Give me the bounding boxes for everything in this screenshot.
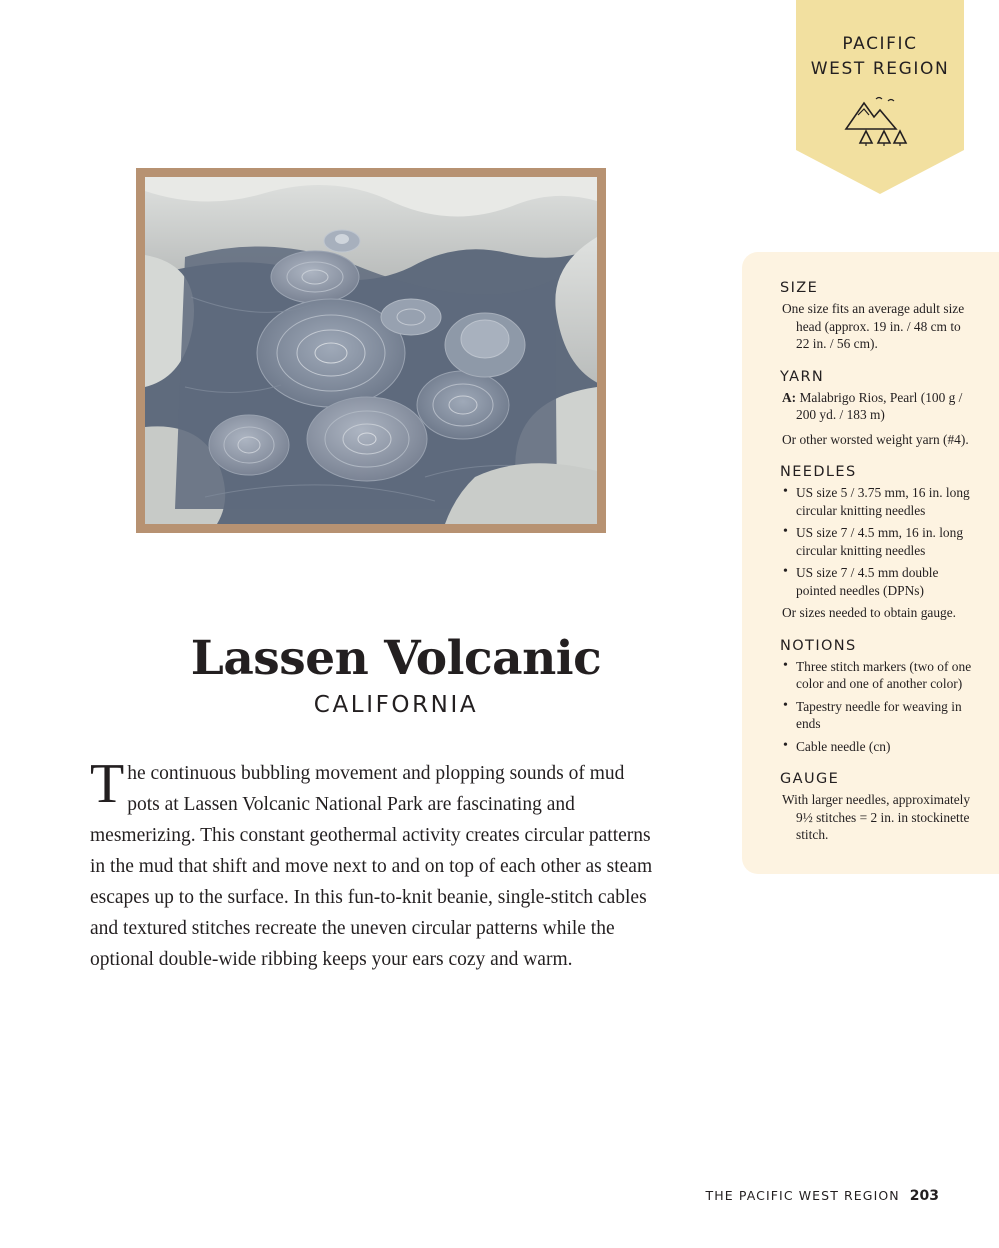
list-item: • Tapestry needle for weaving in ends xyxy=(796,698,973,733)
page-subtitle: CALIFORNIA xyxy=(313,692,479,718)
region-banner xyxy=(796,0,964,194)
region-banner-line1: PACIFIC xyxy=(842,34,918,54)
page-title: Lassen Volcanic xyxy=(190,631,602,687)
list-item: • Cable needle (cn) xyxy=(796,738,973,756)
mud-pots-photo xyxy=(136,168,606,533)
gauge-heading: GAUGE xyxy=(780,771,840,787)
footer-label: THE PACIFIC WEST REGION xyxy=(705,1188,900,1203)
list-item: • Three stitch markers (two of one color and one of another color) xyxy=(796,658,973,693)
list-item: • US size 7 / 4.5 mm, 16 in. long circular knitting needles xyxy=(796,524,973,559)
yarn-letter: A: xyxy=(782,389,797,405)
materials-sidebar xyxy=(742,252,999,874)
needles-note: Or sizes needed to obtain gauge. xyxy=(782,605,957,620)
sidebar-section-size xyxy=(780,280,973,353)
yarn-heading: YARN xyxy=(780,368,825,385)
drop-cap: T xyxy=(90,753,125,815)
notions-list xyxy=(780,658,973,756)
body-text: he continuous bubbling movement and plopping sounds of mud pots at Lassen Volcanic National Park are fascinating and mesmerizing. This constant geothermal activity creates circular patterns in the mud that shift and move next to and on top of each other as steam escapes up to the surface. In this fun-to-knit beanie, single-stitch cables and textured stitches recreate the uneven circular patterns while the optional double-wide ribbing keeps your ears cozy and warm. xyxy=(90,763,653,970)
sidebar-section-notions xyxy=(780,638,973,756)
sidebar-section-gauge xyxy=(780,771,973,844)
gauge-text: With larger needles, approximately 9½ stitches = 2 in. in stockinette stitch. xyxy=(782,792,971,842)
page-footer xyxy=(706,1188,939,1204)
photo-image xyxy=(145,177,597,524)
sidebar-section-needles xyxy=(780,464,973,622)
yarn-detail: Malabrigo Rios, Pearl (100 g / 200 yd. / 183 m) xyxy=(796,389,963,422)
size-heading: SIZE xyxy=(780,280,819,296)
region-banner-line2: WEST REGION xyxy=(810,58,950,79)
notions-heading: NOTIONS xyxy=(780,637,857,654)
body-paragraph xyxy=(90,753,655,975)
photo-illustration xyxy=(145,177,597,524)
needles-list xyxy=(780,484,973,599)
list-item: • US size 5 / 3.75 mm, 16 in. long circular knitting needles xyxy=(796,484,973,519)
yarn-note: Or other worsted weight yarn (#4). xyxy=(782,431,969,447)
mountains-trees-icon xyxy=(796,93,964,147)
yarn-detail-row xyxy=(780,389,973,424)
needles-heading: NEEDLES xyxy=(780,464,857,480)
size-text: One size fits an average adult size head (approx. 19 in. / 48 cm to 22 in. / 56 cm). xyxy=(782,301,965,351)
page-number: 203 xyxy=(909,1188,939,1204)
list-item: • US size 7 / 4.5 mm double pointed needles (DPNs) xyxy=(796,564,973,599)
sidebar-section-yarn xyxy=(780,369,973,449)
